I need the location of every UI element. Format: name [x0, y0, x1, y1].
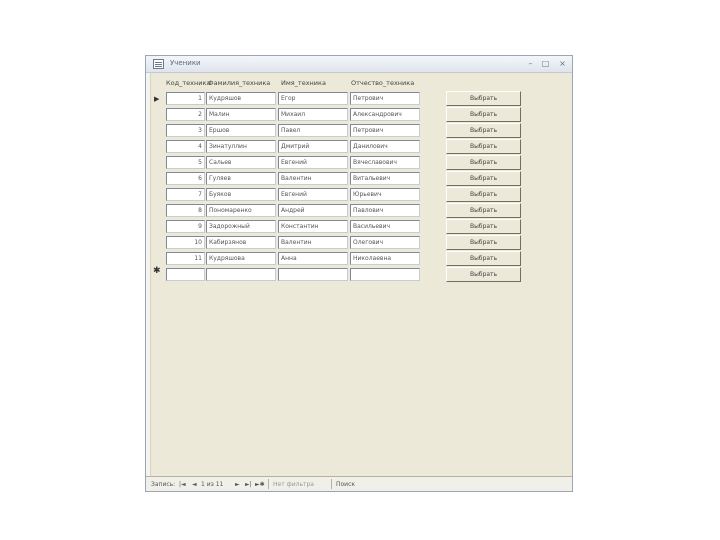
choose-button[interactable]: Выбрать — [446, 219, 521, 234]
familiya-field[interactable] — [206, 268, 276, 281]
search-field[interactable]: Поиск — [336, 481, 356, 488]
kod-field[interactable]: 5 — [166, 156, 205, 169]
kod-field[interactable]: 2 — [166, 108, 205, 121]
otchestvo-field[interactable]: Олегович — [350, 236, 420, 249]
familiya-field[interactable]: Кабирзянов — [206, 236, 276, 249]
imya-field[interactable]: Валентин — [278, 172, 348, 185]
choose-button[interactable]: Выбрать — [446, 187, 521, 202]
otchestvo-field[interactable]: Данилович — [350, 140, 420, 153]
imya-field[interactable]: Егор — [278, 92, 348, 105]
kod-field[interactable]: 8 — [166, 204, 205, 217]
kod-field[interactable]: 10 — [166, 236, 205, 249]
kod-field[interactable] — [166, 268, 205, 281]
choose-button[interactable]: Выбрать — [446, 107, 521, 122]
choose-button[interactable]: Выбрать — [446, 267, 521, 282]
imya-field[interactable]: Евгений — [278, 188, 348, 201]
next-record-icon[interactable]: ► — [235, 481, 240, 488]
column-header-imya: Имя_техника — [281, 79, 326, 87]
choose-button[interactable]: Выбрать — [446, 123, 521, 138]
close-icon[interactable]: × — [559, 59, 566, 68]
familiya-field[interactable]: Задорожный — [206, 220, 276, 233]
kod-field[interactable]: 3 — [166, 124, 205, 137]
familiya-field[interactable]: Зинатуллин — [206, 140, 276, 153]
otchestvo-field[interactable]: Юрьевич — [350, 188, 420, 201]
imya-field[interactable]: Анна — [278, 252, 348, 265]
last-record-icon[interactable]: ►| — [245, 481, 252, 488]
record-label: Запись: — [151, 481, 176, 488]
form-body — [151, 73, 572, 476]
new-record-icon: ✱ — [153, 266, 161, 276]
imya-field[interactable]: Андрей — [278, 204, 348, 217]
otchestvo-field[interactable]: Петрович — [350, 124, 420, 137]
imya-field[interactable]: Евгений — [278, 156, 348, 169]
familiya-field[interactable]: Кудряшов — [206, 92, 276, 105]
imya-field[interactable]: Павел — [278, 124, 348, 137]
new-record-nav-icon[interactable]: ►✱ — [255, 481, 265, 488]
imya-field[interactable]: Валентин — [278, 236, 348, 249]
record-navigation-bar — [146, 476, 572, 491]
choose-button[interactable]: Выбрать — [446, 171, 521, 186]
first-record-icon[interactable]: |◄ — [179, 481, 186, 488]
current-record-icon: ▶ — [154, 95, 160, 103]
filter-indicator[interactable]: Нет фильтра — [273, 481, 314, 488]
otchestvo-field[interactable]: Вячеславович — [350, 156, 420, 169]
familiya-field[interactable]: Буяков — [206, 188, 276, 201]
familiya-field[interactable]: Гуляев — [206, 172, 276, 185]
kod-field[interactable]: 1 — [166, 92, 205, 105]
imya-field[interactable]: Константин — [278, 220, 348, 233]
otchestvo-field[interactable]: Александрович — [350, 108, 420, 121]
nav-divider — [331, 479, 332, 489]
title-bar — [146, 56, 572, 73]
kod-field[interactable]: 9 — [166, 220, 205, 233]
familiya-field[interactable]: Кудряшова — [206, 252, 276, 265]
familiya-field[interactable]: Пономаренко — [206, 204, 276, 217]
otchestvo-field[interactable]: Николаевна — [350, 252, 420, 265]
form-window — [145, 55, 573, 492]
column-header-kod: Код_техника — [166, 79, 211, 87]
choose-button[interactable]: Выбрать — [446, 251, 521, 266]
record-selector-column[interactable] — [151, 73, 165, 476]
form-icon — [153, 59, 164, 69]
choose-button[interactable]: Выбрать — [446, 155, 521, 170]
familiya-field[interactable]: Сальев — [206, 156, 276, 169]
imya-field[interactable] — [278, 268, 348, 281]
minimize-icon[interactable]: – — [528, 59, 533, 68]
maximize-icon[interactable]: □ — [541, 59, 550, 68]
choose-button[interactable]: Выбрать — [446, 235, 521, 250]
prev-record-icon[interactable]: ◄ — [192, 481, 197, 488]
familiya-field[interactable]: Малин — [206, 108, 276, 121]
window-title: Ученики — [170, 59, 201, 67]
otchestvo-field[interactable]: Павлович — [350, 204, 420, 217]
choose-button[interactable]: Выбрать — [446, 139, 521, 154]
kod-field[interactable]: 6 — [166, 172, 205, 185]
column-header-otchestvo: Отчество_техника — [351, 79, 415, 87]
familiya-field[interactable]: Ершов — [206, 124, 276, 137]
otchestvo-field[interactable]: Петрович — [350, 92, 420, 105]
kod-field[interactable]: 11 — [166, 252, 205, 265]
imya-field[interactable]: Дмитрий — [278, 140, 348, 153]
kod-field[interactable]: 7 — [166, 188, 205, 201]
kod-field[interactable]: 4 — [166, 140, 205, 153]
record-position-field[interactable]: 1 из 11 — [201, 481, 224, 488]
otchestvo-field[interactable]: Васильевич — [350, 220, 420, 233]
choose-button[interactable]: Выбрать — [446, 91, 521, 106]
choose-button[interactable]: Выбрать — [446, 203, 521, 218]
imya-field[interactable]: Михаил — [278, 108, 348, 121]
nav-divider — [268, 479, 269, 489]
otchestvo-field[interactable]: Витальевич — [350, 172, 420, 185]
otchestvo-field[interactable] — [350, 268, 420, 281]
column-header-familiya: Фамилия_техника — [208, 79, 271, 87]
